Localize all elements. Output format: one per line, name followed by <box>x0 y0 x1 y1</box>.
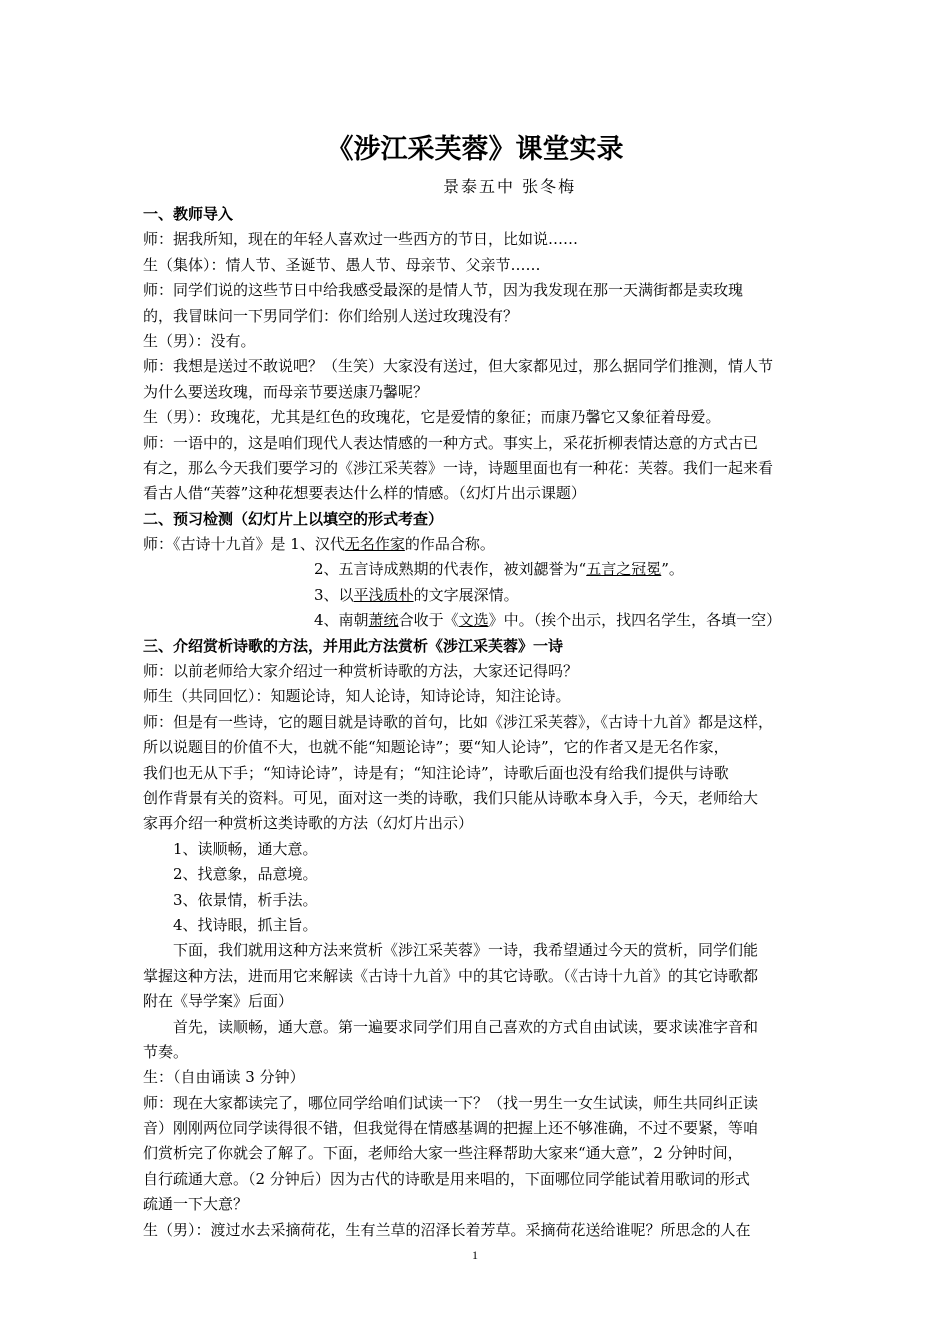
document-title: 《涉江采芙蓉》课堂实录 <box>326 134 624 165</box>
text-line: 有之，那么今天我们要学习的《涉江采芙蓉》一诗，诗题里面也有一种花：芙蓉。我们一起来看 <box>143 458 774 477</box>
text-line: 为什么要送玫瑰，而母亲节要送康乃馨呢？ <box>143 382 429 401</box>
text-line: 生（男）：没有。 <box>143 331 256 350</box>
text-line: 生（男）：渡过水去采摘荷花，生有兰草的沼泽长着芳草。采摘荷花送给谁呢？所思念的人在 <box>143 1220 751 1239</box>
text-line: 下面，我们就用这种方法来赏析《涉江采芙蓉》一诗，我希望通过今天的赏析，同学们能 <box>173 941 759 960</box>
text-line-with-underline: 4、南朝萧统合收于《文选》中。（挨个出示，找四名学生，各填一空） <box>314 611 782 630</box>
text-line: 的，我冒昧问一下男同学们：你们给别人送过玫瑰没有？ <box>143 306 519 325</box>
text-line: 所以说题目的价值不大，也就不能“知题论诗”；要“知人论诗”，它的作者又是无名作家， <box>143 738 729 757</box>
section-heading-1: 一、教师导入 <box>143 205 234 223</box>
text-line: 疏通一下大意？ <box>143 1195 249 1214</box>
text-line: 们赏析完了你就会了解了。下面，老师给大家一些注释帮助大家来“通大意”，2 分钟时间， <box>143 1144 743 1163</box>
text-line: 师：一语中的，这是咱们现代人表达情感的一种方式。事实上，采花折柳表情达意的方式古已 <box>143 433 759 452</box>
underlined-answer: 无名作家 <box>344 535 405 554</box>
text-line: 我们也无从下手；“知诗论诗”，诗是有；“知注论诗”，诗歌后面也没有给我们提供与诗歌 <box>143 763 729 782</box>
list-item: 4、找诗眼，抓主旨。 <box>173 915 318 934</box>
list-item: 1、读顺畅，通大意。 <box>173 839 318 858</box>
text-line: 生（集体）：情人节、圣诞节、愚人节、母亲节、父亲节…… <box>143 255 541 274</box>
text-line: 附在《导学案》后面） <box>143 992 294 1011</box>
text-line-with-underline: 师：《古诗十九首》是 1、汉代无名作家的作品合称。 <box>143 535 495 554</box>
text-line: 首先，读顺畅，通大意。第一遍要求同学们用自己喜欢的方式自由试读，要求读准字音和 <box>173 1017 759 1036</box>
text-line: 生（男）：玫瑰花，尤其是红色的玫瑰花，它是爱情的象征；而康乃馨它又象征着母爱。 <box>143 408 721 427</box>
text-line: 节奏。 <box>143 1042 189 1061</box>
text-line: 师：据我所知，现在的年轻人喜欢过一些西方的节日，比如说…… <box>143 230 579 249</box>
underlined-answer: 平浅质朴 <box>353 585 414 604</box>
text-line: 师：同学们说的这些节日中给我感受最深的是情人节，因为我发现在那一天满街都是卖玫瑰 <box>143 281 744 300</box>
text-line: 掌握这种方法，进而用它来解读《古诗十九首》中的其它诗歌。（《古诗十九首》的其它诗歌都 <box>143 966 759 985</box>
text-line: 师：以前老师给大家介绍过一种赏析诗歌的方法，大家还记得吗？ <box>143 662 579 681</box>
document-body <box>143 202 807 1243</box>
text-line: 家再介绍一种赏析这类诗歌的方法（幻灯片出示） <box>143 814 474 833</box>
text-line: 创作背景有关的资料。可见，面对这一类的诗歌，我们只能从诗歌本身入手，今天，老师给大 <box>143 788 759 807</box>
text-line: 音）刚刚两位同学读得很不错，但我觉得在情感基调的把握上还不够准确，不过不要紧，等咱 <box>143 1119 759 1138</box>
list-item: 3、依景情，析手法。 <box>173 890 318 909</box>
text-line: 师：但是有一些诗，它的题目就是诗歌的首句，比如《涉江采芙蓉》，《古诗十九首》都是这样， <box>143 712 774 731</box>
text-line: 师：我想是送过不敢说吧？（生笑）大家没有送过，但大家都见过，那么据同学们推测，情人节 <box>143 357 774 376</box>
text-line: 自行疏通大意。（2 分钟后）因为古代的诗歌是用来唱的，下面哪位同学能试着用歌词的形式 <box>143 1169 750 1188</box>
author-line: 景泰五中 张冬梅 <box>443 177 577 196</box>
page-number: 1 <box>472 1248 478 1262</box>
underlined-answer: 萧统 <box>368 611 399 630</box>
list-item: 2、找意象，品意境。 <box>173 865 318 884</box>
text-line: 生：（自由诵读 3 分钟） <box>143 1068 305 1087</box>
section-heading-2: 二、预习检测（幻灯片上以填空的形式考查） <box>143 509 444 528</box>
text-line-with-underline: 3、以平浅质朴的文字展深情。 <box>314 585 519 604</box>
section-heading-3: 三、介绍赏析诗歌的方法，并用此方法赏析《涉江采芙蓉》一诗 <box>143 636 564 655</box>
text-line: 师生（共同回忆）：知题论诗，知人论诗，知诗论诗，知注论诗。 <box>143 687 571 706</box>
underlined-answer: 五言之冠冕 <box>586 560 662 579</box>
text-line: 师：现在大家都读完了，哪位同学给咱们试读一下？（找一男生一女生试读，师生共同纠正读 <box>143 1093 759 1112</box>
text-line-with-underline: 2、五言诗成熟期的代表作，被刘勰誉为“五言之冠冕”。 <box>314 560 684 579</box>
underlined-answer: 文选 <box>458 611 489 630</box>
text-line: 看古人借“芙蓉”这种花想要表达什么样的情感。（幻灯片出示课题） <box>143 484 586 503</box>
